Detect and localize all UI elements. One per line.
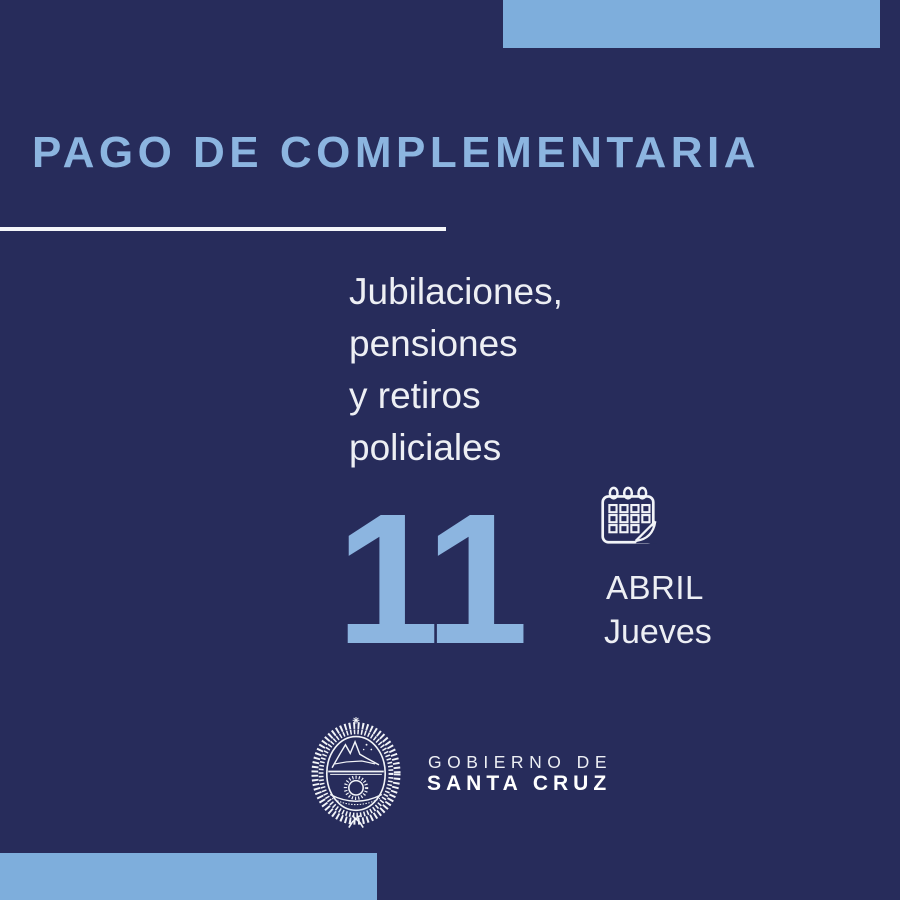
top-right-accent-bar — [503, 0, 880, 48]
subject-line-4: policiales — [349, 427, 502, 468]
month-label: ABRIL — [606, 569, 704, 606]
subject-text — [349, 266, 563, 474]
calendar-icon — [599, 485, 657, 548]
org-name-line1: GOBIERNO DE — [428, 752, 612, 772]
subject-line-3: y retiros — [349, 375, 481, 416]
subject-line-1: Jubilaciones, — [349, 271, 563, 312]
subject-line-2: pensiones — [349, 323, 518, 364]
title-underline — [0, 227, 446, 231]
coat-of-arms-logo — [308, 716, 404, 829]
day-number: 11 — [336, 476, 525, 683]
page-title: PAGO DE COMPLEMENTARIA — [32, 128, 761, 177]
bottom-left-accent-bar — [0, 853, 377, 900]
weekday-label: Jueves — [604, 613, 712, 651]
org-name-line2: SANTA CRUZ — [427, 772, 612, 795]
